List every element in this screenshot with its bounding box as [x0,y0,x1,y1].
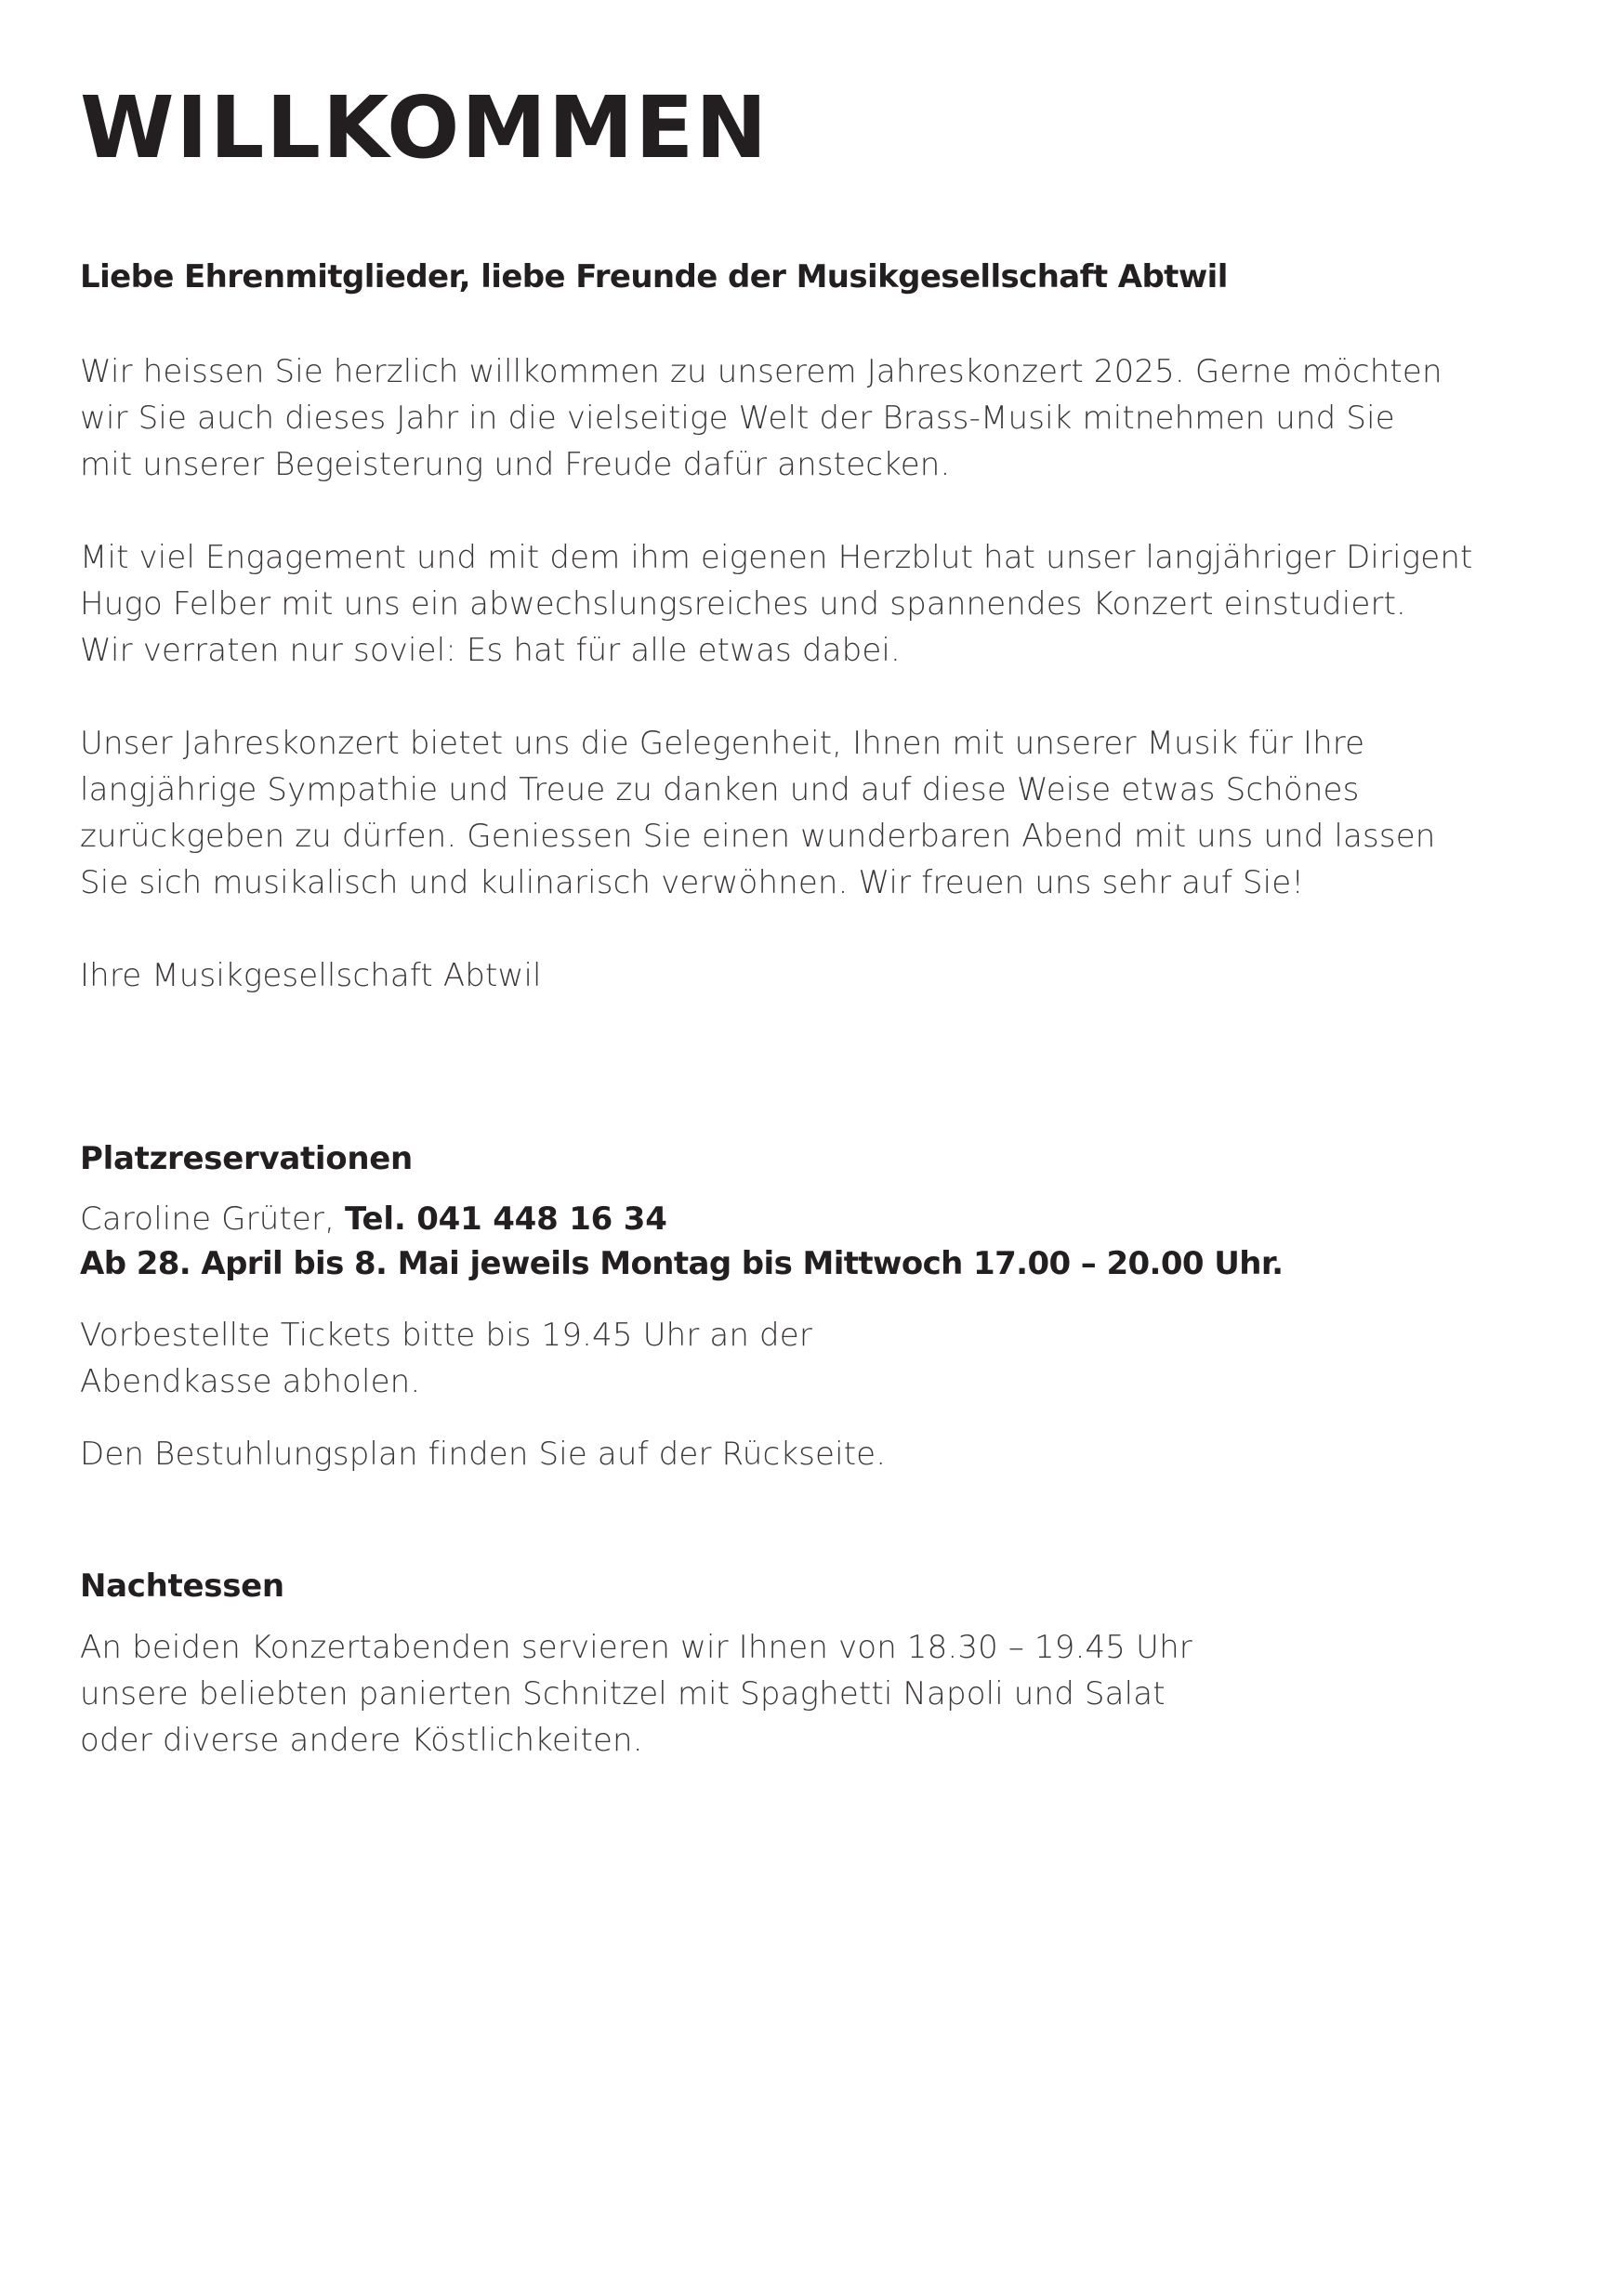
dinner-heading: Nachtessen [80,1568,284,1605]
contact-name: Caroline Grüter, [80,1200,346,1238]
ticket-pickup-note: Vorbestellte Tickets bitte bis 19.45 Uhr an der Abendkasse abholen. [80,1317,812,1400]
seating-plan-note: Den Bestuhlungsplan finden Sie auf der Rückseite. [80,1436,887,1473]
welcome-paragraph: Wir heissen Sie herzlich willkommen zu unserem Jahreskonzert 2025. Gerne möchten wir Sie auch dieses Jahr in die vielseitige Welt der Brass-Musik mitnehmen und Sie mit unserer Begeisterung und Freude dafür anstecken. [80,353,1442,483]
salutation: Liebe Ehrenmitglieder, liebe Freunde der Musikgesellschaft Abtwil [80,258,1228,295]
page-title: WILLKOMMEN [80,78,770,177]
contact-phone: Tel. 041 448 16 34 [345,1200,667,1238]
reservations-contact [80,1196,667,1242]
reservations-heading: Platzreservationen [80,1140,413,1177]
conductor-paragraph: Mit viel Engagement und mit dem ihm eigenen Herzblut hat unser langjähriger Dirigent Hugo Felber mit uns ein abwechslungsreiches und spannendes Konzert einstudiert. Wir verraten nur soviel: Es hat für alle etwas dabei. [80,539,1473,669]
dinner-text: An beiden Konzertabenden servieren wir Ihnen von 18.30 – 19.45 Uhr unsere beliebten panierten Schnitzel mit Spaghetti Napoli und Salat oder diverse andere Köstlichkeiten. [80,1629,1192,1759]
signature: Ihre Musikgesellschaft Abtwil [80,957,542,994]
thanks-paragraph: Unser Jahreskonzert bietet uns die Gelegenheit, Ihnen mit unserer Musik für Ihre langjährige Sympathie und Treue zu danken und auf diese Weise etwas Schönes zurückgeben zu dürfen. Geniessen Sie einen wunderbaren Abend mit uns und lassen Sie sich musikalisch und kulinarisch verwöhnen. Wir freuen uns sehr auf Sie! [80,725,1436,901]
reservations-hours: Ab 28. April bis 8. Mai jeweils Montag bis Mittwoch 17.00 – 20.00 Uhr. [80,1245,1284,1282]
